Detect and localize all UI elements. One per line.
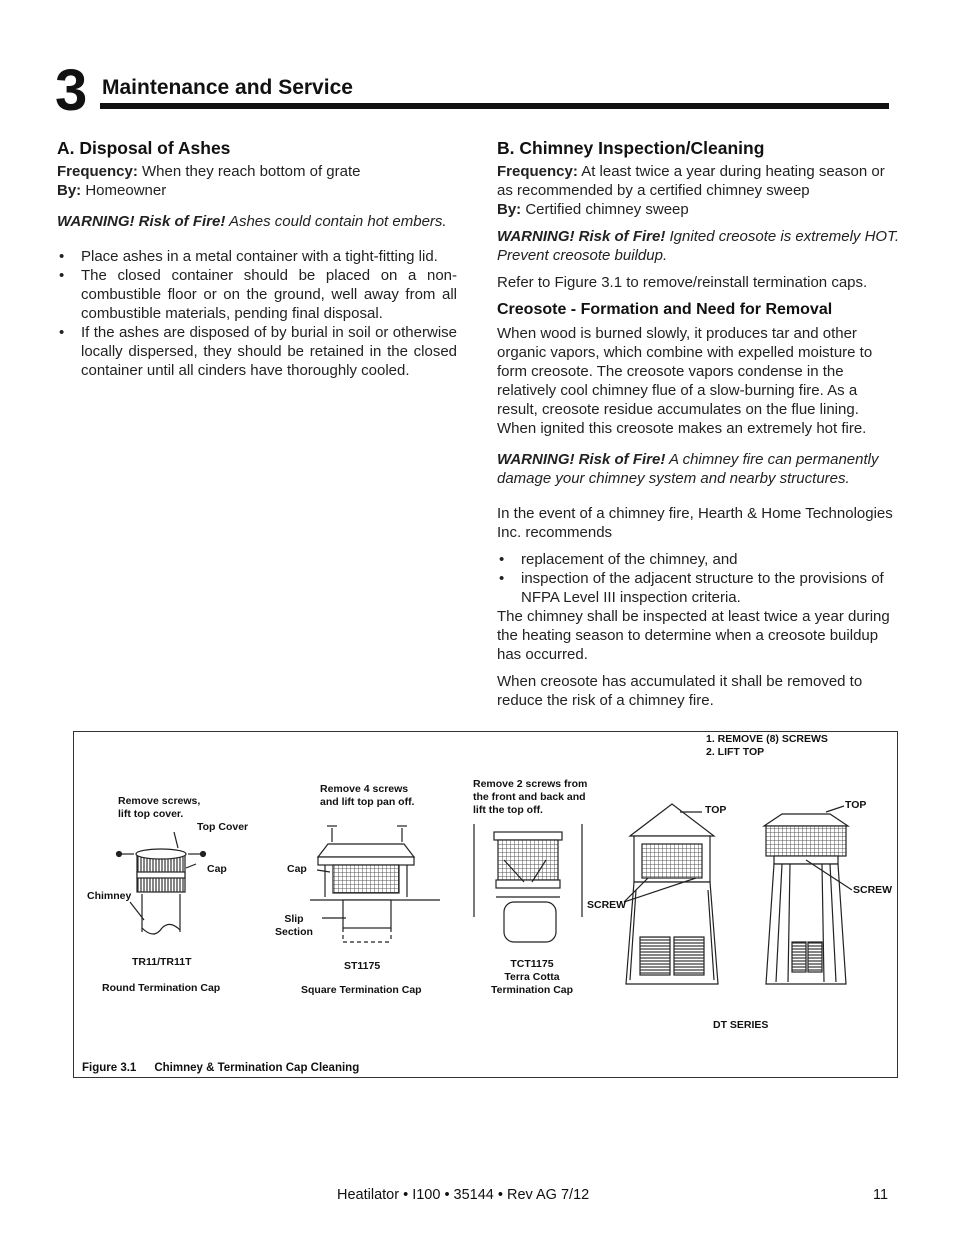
round-cap-name: Round Termination Cap: [102, 982, 221, 994]
square-cap-label: Cap: [287, 863, 307, 875]
round-cap-drawing: [117, 832, 206, 934]
list-item: • The closed container should be placed on a non-combustible floor or on the ground, well away from all combustible materials, pending final disposal.: [57, 266, 457, 323]
terracotta-cap-model: TCT1175 Terra Cotta Termination Cap: [490, 958, 574, 996]
creosote-paragraph: When wood is burned slowly, it produces tar and other organic vapors, which combine with expelled moisture to form creosote. The creosote vapors condense in the relatively cool chimney flue of a slow-burning fire. As a result, creosote residue accumulates on the flue lining. When ignited this creosote makes an extremely hot fire.: [497, 325, 873, 437]
chimney-label: Chimney: [87, 890, 132, 902]
figure-title: Chimney & Termination Cap Cleaning: [154, 1062, 360, 1074]
chapter-title: Maintenance and Service: [102, 76, 353, 99]
list-item: • replacement of the chimney, and: [497, 550, 902, 569]
warning-label: WARNING! Risk of Fire!: [497, 451, 666, 468]
frequency-label: Frequency:: [57, 163, 138, 180]
chapter-number: 3: [55, 58, 86, 123]
round-cap-instruction: Remove screws, lift top cover.: [118, 795, 201, 820]
frequency-value: At least twice a year during heating season or as recommended by a certified chimney sweep: [497, 163, 885, 199]
page-footer: Heatilator • I100 • 35144 • Rev AG 7/12: [337, 1187, 590, 1203]
top-cover-label: Top Cover: [197, 821, 249, 833]
page-number: 11: [873, 1187, 889, 1203]
square-cap-drawing: [310, 826, 440, 942]
dt-screw-label-1: SCREW: [587, 899, 627, 911]
section-b: [497, 137, 902, 710]
by-label: By:: [497, 201, 522, 218]
section-b-by: [497, 200, 902, 219]
dt-cap-drawing-2: [764, 806, 852, 984]
square-cap-name: Square Termination Cap: [301, 984, 422, 996]
round-cap-label: Cap: [207, 863, 227, 875]
dt-series-label: DT SERIES: [713, 1019, 769, 1031]
figure-number: Figure 3.1: [82, 1062, 137, 1074]
by-value: Homeowner: [81, 182, 167, 199]
inspect-paragraph: The chimney shall be inspected at least twice a year during the heating season to determine when a creosote buildup has occurred.: [497, 608, 890, 663]
by-value: Certified chimney sweep: [521, 201, 689, 218]
section-b-warning: [497, 227, 902, 265]
dt-top-label-2: TOP: [845, 799, 867, 811]
round-cap-model: TR11/TR11T: [132, 956, 192, 968]
terracotta-cap-instruction: Remove 2 screws from the front and back and lift the top off.: [473, 778, 588, 816]
creosote-heading: Creosote - Formation and Need for Removal: [497, 301, 833, 318]
list-item: • Place ashes in a metal container with a tight-fitting lid.: [57, 247, 457, 266]
warning-label: WARNING! Risk of Fire!: [57, 213, 226, 230]
section-a-frequency: [57, 162, 457, 181]
ash-disposal-list: [57, 247, 457, 380]
dt-cap-drawing-1: [624, 804, 718, 984]
list-item: • inspection of the adjacent structure to the provisions of NFPA Level III inspection criteria.: [497, 569, 902, 607]
section-a-heading: A. Disposal of Ashes: [57, 138, 231, 158]
remove-paragraph: When creosote has accumulated it shall be removed to reduce the risk of a chimney fire.: [497, 673, 863, 709]
warning-label: WARNING! Risk of Fire!: [497, 228, 666, 245]
terracotta-cap-drawing: [474, 824, 582, 942]
list-item: • If the ashes are disposed of by burial in soil or otherwise locally dispersed, they should be retained in the closed container until all cinders have thoroughly cooled.: [57, 323, 457, 380]
dt-steps: 1. REMOVE (8) SCREWS 2. LIFT TOP: [706, 733, 828, 758]
warning-text: Ignited creosote is extremely HOT. Prevent creosote buildup.: [497, 228, 900, 264]
slip-section-label: Slip Section: [275, 913, 313, 938]
figure-caption: [82, 1062, 359, 1075]
section-a: [57, 137, 457, 380]
recommendation-list: [497, 550, 902, 607]
dt-screw-label-2: SCREW: [853, 884, 893, 896]
square-cap-model: ST1175: [344, 960, 381, 972]
figure-3-1: [73, 731, 898, 1078]
frequency-label: Frequency:: [497, 163, 578, 180]
warning-text: Ashes could contain hot embers.: [225, 213, 447, 230]
dt-top-label-1: TOP: [705, 804, 727, 816]
section-b-heading: B. Chimney Inspection/Cleaning: [497, 138, 765, 158]
section-a-by: [57, 181, 457, 200]
square-cap-instruction: Remove 4 screws and lift top pan off.: [320, 783, 415, 808]
section-a-warning: [57, 212, 457, 231]
event-paragraph: In the event of a chimney fire, Hearth & Home Technologies Inc. recommends: [497, 505, 893, 541]
section-b-frequency: [497, 162, 902, 200]
by-label: By:: [57, 182, 82, 199]
warning-text: A chimney fire can permanently damage your chimney system and nearby structures.: [497, 451, 879, 487]
chapter-rule: [100, 103, 889, 109]
frequency-value: When they reach bottom of grate: [137, 163, 361, 180]
chimney-fire-warning: [497, 450, 902, 488]
refer-text: Refer to Figure 3.1 to remove/reinstall termination caps.: [497, 274, 868, 291]
